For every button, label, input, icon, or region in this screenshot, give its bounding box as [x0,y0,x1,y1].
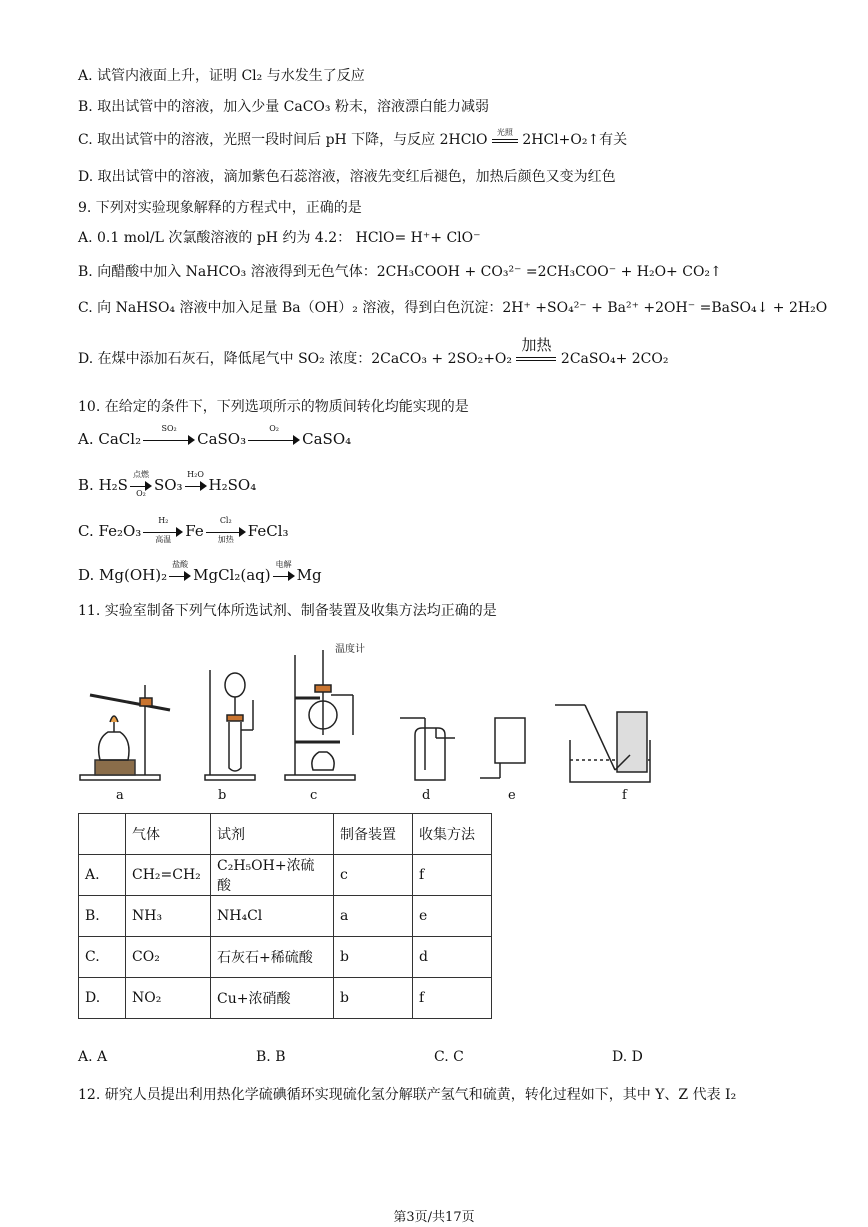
q10-c-arrow-1 [143,516,183,544]
q10-c-label: C. [78,522,94,540]
table-cell: A. [79,855,126,896]
table-cell: f [413,855,492,896]
table-header-cell: 制备装置 [334,814,413,855]
q10-a-arrow-2 [248,424,300,447]
table-header-row [79,814,492,855]
q10-c-cond-1-over: H₂ [158,516,169,525]
table-header-cell: 试剂 [211,814,334,855]
q9-option-a: A. 0.1 mol/L 次氯酸溶液的 pH 约为 4.2： HClO= H⁺+ ClO⁻ [78,230,481,246]
q10-c-cond-1-under: 高温 [155,535,172,544]
thermometer-label: 温度计 [335,644,365,655]
q10-b-reactant: H₂S [98,476,128,494]
q10-a-cond-1: SO₂ [161,424,177,433]
table-cell: a [334,896,413,937]
q9-option-c: C. 向 NaHSO₄ 溶液中加入足量 Ba（OH）₂ 溶液，得到白色沉淀：2H⁺ +SO₄²⁻ + Ba²⁺ +2OH⁻ =BaSO₄↓ + 2H₂O [78,300,828,316]
table-cell: b [334,937,413,978]
q11-stem: 11. 实验室制备下列气体所选试剂、制备装置及收集方法均正确的是 [78,603,497,619]
table-cell: B. [79,896,126,937]
fig-label-a: a [116,788,124,803]
fig-label-f: f [622,788,627,803]
q10-b-product: H₂SO₄ [208,476,257,494]
table-cell: NO₂ [126,978,211,1019]
q10-a-label: A. [78,430,94,448]
table-cell: e [413,896,492,937]
q10-option-a [78,424,352,448]
table-header-cell: 气体 [126,814,211,855]
table-cell: NH₃ [126,896,211,937]
q10-d-cond-1: 盐酸 [172,560,189,569]
table-cell: 石灰石+稀硫酸 [211,937,334,978]
table-header-cell [79,814,126,855]
q8-option-c-products: 2HCl+O₂↑有关 [522,132,628,148]
q9-d-condition-label: 加热 [521,336,552,354]
q10-c-cond-2-under: 加热 [217,535,234,544]
page-footer: 第3页/共17页 [393,1210,475,1225]
table-cell: CH₂=CH₂ [126,855,211,896]
fig-label-c: c [310,788,318,803]
q10-d-arrow-2 [273,560,295,583]
q10-d-intermediate: MgCl₂(aq) [193,566,271,584]
table-row [79,978,492,1019]
apparatus-f [555,705,650,782]
q10-c-cond-2-over: Cl₂ [219,516,232,525]
q10-a-product: CaSO₄ [302,430,352,448]
q10-a-arrow-1 [143,424,195,447]
q8-c-condition-label: 光照 [496,128,513,137]
q8-option-d: D. 取出试管中的溶液，滴加紫色石蕊溶液，溶液先变红后褪色，加热后颜色又变为红色 [78,169,616,185]
q9-option-d-products: 2CaSO₄+ 2CO₂ [560,351,669,367]
q10-b-cond-2: H₂O [187,470,204,479]
table-cell: CO₂ [126,937,211,978]
q12-stem: 12. 研究人员提出利用热化学硫碘循环实现硫化氢分解联产氢气和硫黄，转化过程如下，其中 Y、Z 代表 I₂ [78,1087,737,1103]
table-row [79,896,492,937]
q10-d-arrow-1 [169,560,191,583]
q9-stem: 9. 下列对实验现象解释的方程式中，正确的是 [78,200,362,216]
q10-b-cond-1-over: 点燃 [132,470,149,479]
table-cell: f [413,978,492,1019]
table-cell: NH₄Cl [211,896,334,937]
q10-c-reactant: Fe₂O₃ [98,522,142,540]
q10-b-arrow-1 [130,470,152,498]
q10-c-product: FeCl₃ [247,522,289,540]
q8-option-c [78,130,627,150]
fig-label-e: e [508,788,516,803]
q10-a-intermediate: CaSO₃ [197,430,247,448]
apparatus-d [400,718,455,780]
q10-a-cond-2: O₂ [269,424,279,433]
q10-stem: 10. 在给定的条件下，下列选项所示的物质间转化均能实现的是 [78,399,469,415]
q10-a-reactant: CaCl₂ [98,430,142,448]
q9-option-b: B. 向醋酸中加入 NaHCO₃ 溶液得到无色气体：2CH₃COOH + CO₃²⁻ =2CH₃COO⁻ + H₂O+ CO₂↑ [78,264,722,280]
q11-choice-a: A. A [78,1049,108,1065]
q11-choice-c: C. C [434,1049,464,1065]
q8-c-condition [492,128,518,143]
q9-option-d [78,336,669,369]
apparatus-b [205,670,255,780]
q11-choice-b: B. B [256,1049,286,1065]
table-cell: C₂H₅OH+浓硫酸 [211,855,334,896]
apparatus-e [480,718,525,778]
table-cell: c [334,855,413,896]
apparatus-a [80,685,170,780]
q10-c-intermediate: Fe [185,522,204,540]
q8-option-b: B. 取出试管中的溶液，加入少量 CaCO₃ 粉末，溶液漂白能力减弱 [78,99,489,115]
q10-d-reactant: Mg(OH)₂ [99,566,168,584]
q11-table [78,813,492,1019]
q8-option-c-text: C. 取出试管中的溶液，光照一段时间后 pH 下降，与反应 2HClO [78,132,488,148]
q10-d-cond-2: 电解 [275,560,292,569]
q10-option-c [78,516,289,544]
q9-d-condition [516,336,556,361]
table-cell: C. [79,937,126,978]
q10-b-intermediate: SO₃ [153,476,183,494]
q9-option-d-text: D. 在煤中添加石灰石，降低尾气中 SO₂ 浓度：2CaCO₃ + 2SO₂+O₂ [78,351,513,367]
q11-choice-d: D. D [612,1049,643,1065]
q10-option-b [78,470,257,498]
table-header-cell: 收集方法 [413,814,492,855]
table-row [79,937,492,978]
apparatus-figure [70,640,670,790]
q10-option-d [78,560,322,584]
fig-label-d: d [422,788,431,803]
q10-d-label: D. [78,566,95,584]
q10-d-product: Mg [296,566,322,584]
table-cell: Cu+浓硝酸 [211,978,334,1019]
q10-b-label: B. [78,476,94,494]
q10-c-arrow-2 [206,516,246,544]
q10-b-arrow-2 [185,470,207,493]
q8-option-a: A. 试管内液面上升，证明 Cl₂ 与水发生了反应 [78,68,365,84]
apparatus-c [285,650,355,780]
q10-b-cond-1-under: O₂ [136,489,146,498]
table-cell: b [334,978,413,1019]
table-cell: D. [79,978,126,1019]
fig-label-b: b [218,788,227,803]
table-row [79,855,492,896]
table-cell: d [413,937,492,978]
